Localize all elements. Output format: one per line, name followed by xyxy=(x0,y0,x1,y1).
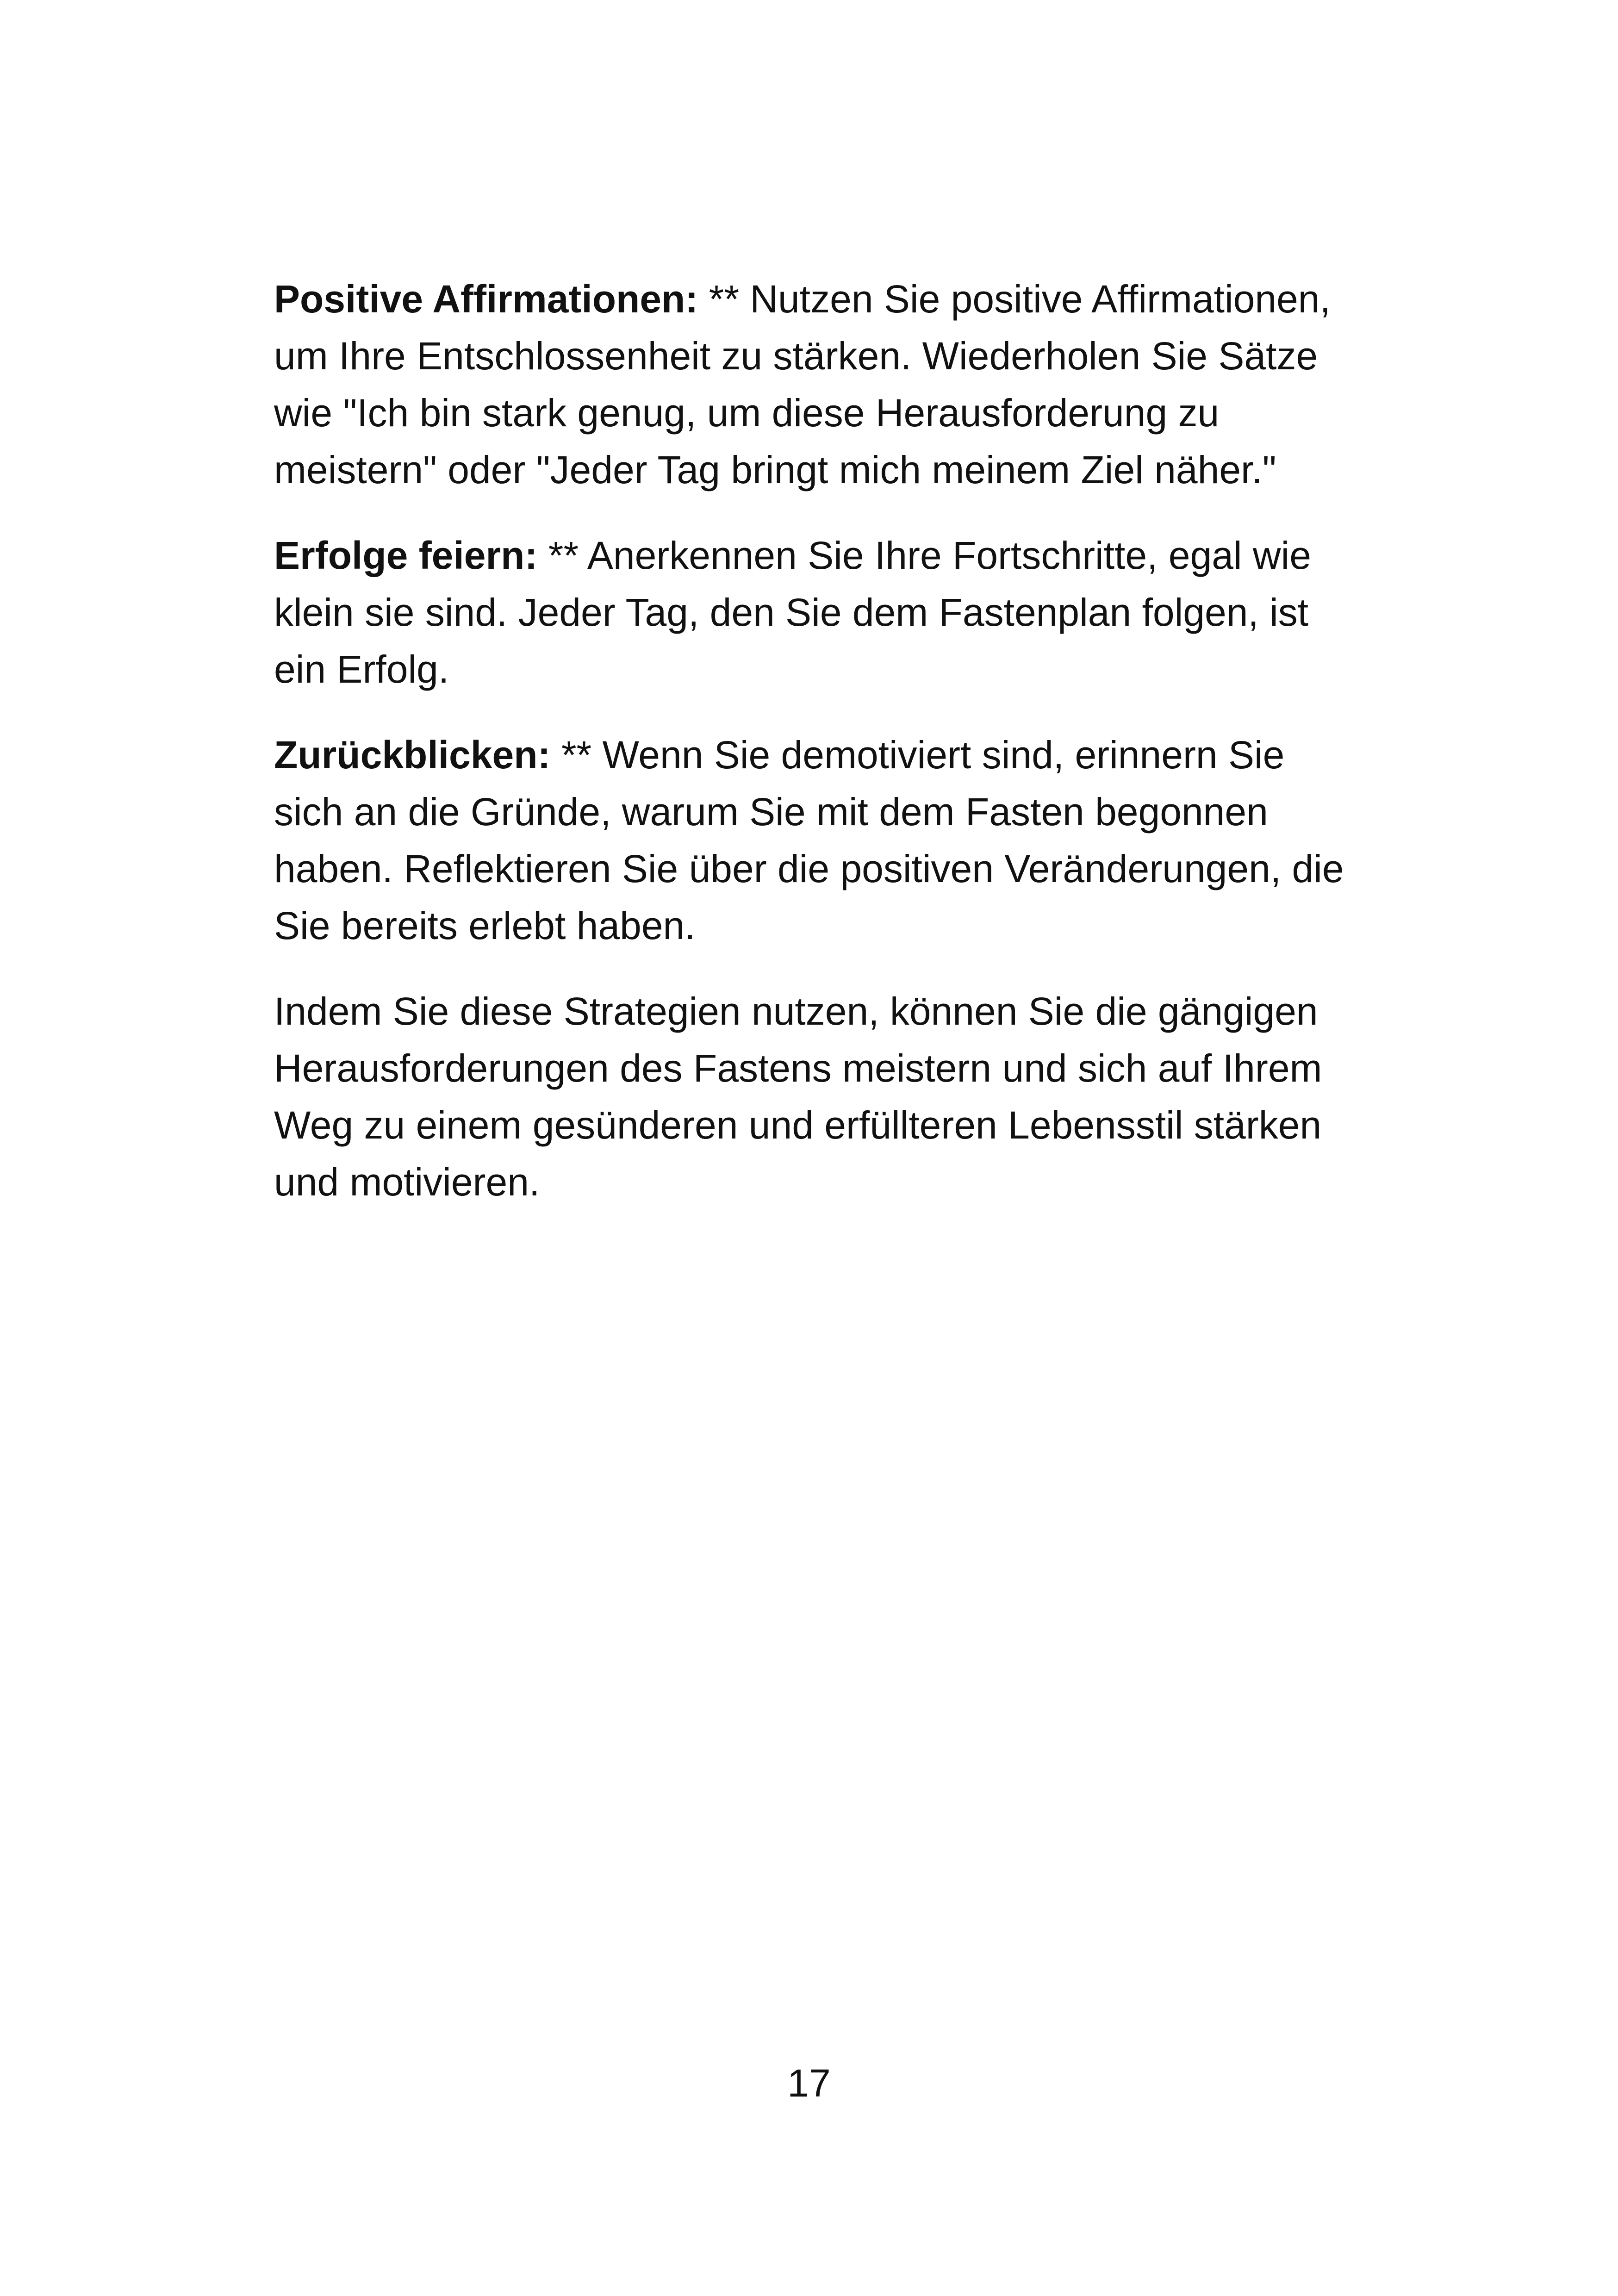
paragraph-text: ** Anerkennen Sie Ihre Fortschritte, egal wie klein sie sind. Jeder Tag, den Sie dem Fastenplan folgen, ist ein Erfolg. xyxy=(274,534,1311,691)
paragraph-text: ** Wenn Sie demotiviert sind, erinnern Sie sich an die Gründe, warum Sie mit dem Fasten begonnen haben. Reflektieren Sie über die positiven Veränderungen, die Sie bereits erlebt haben. xyxy=(274,733,1344,947)
paragraph-text: ** Nutzen Sie positive Affirmationen, um Ihre Entschlossenheit zu stärken. Wiederholen Sie Sätze wie "Ich bin stark genug, um diese Herausforderung zu meistern" oder "Jeder Tag bringt mich meinem Ziel näher." xyxy=(274,277,1331,492)
paragraph-celebrate-success xyxy=(274,527,1352,698)
paragraph-look-back xyxy=(274,727,1352,954)
paragraph-heading: Positive Affirmationen: xyxy=(274,277,698,321)
page-number: 17 xyxy=(787,2061,831,2105)
paragraph-heading: Zurückblicken: xyxy=(274,733,551,777)
paragraph-affirmations xyxy=(274,271,1352,498)
paragraph-text: Indem Sie diese Strategien nutzen, können Sie die gängigen Herausforderungen des Fastens meistern und sich auf Ihrem Weg zu einem gesünderen und erfüllteren Lebensstil stärken und motivieren. xyxy=(274,989,1322,1204)
paragraph-heading: Erfolge feiern: xyxy=(274,534,538,577)
paragraph-conclusion xyxy=(274,983,1352,1211)
body-text xyxy=(274,271,1352,1239)
